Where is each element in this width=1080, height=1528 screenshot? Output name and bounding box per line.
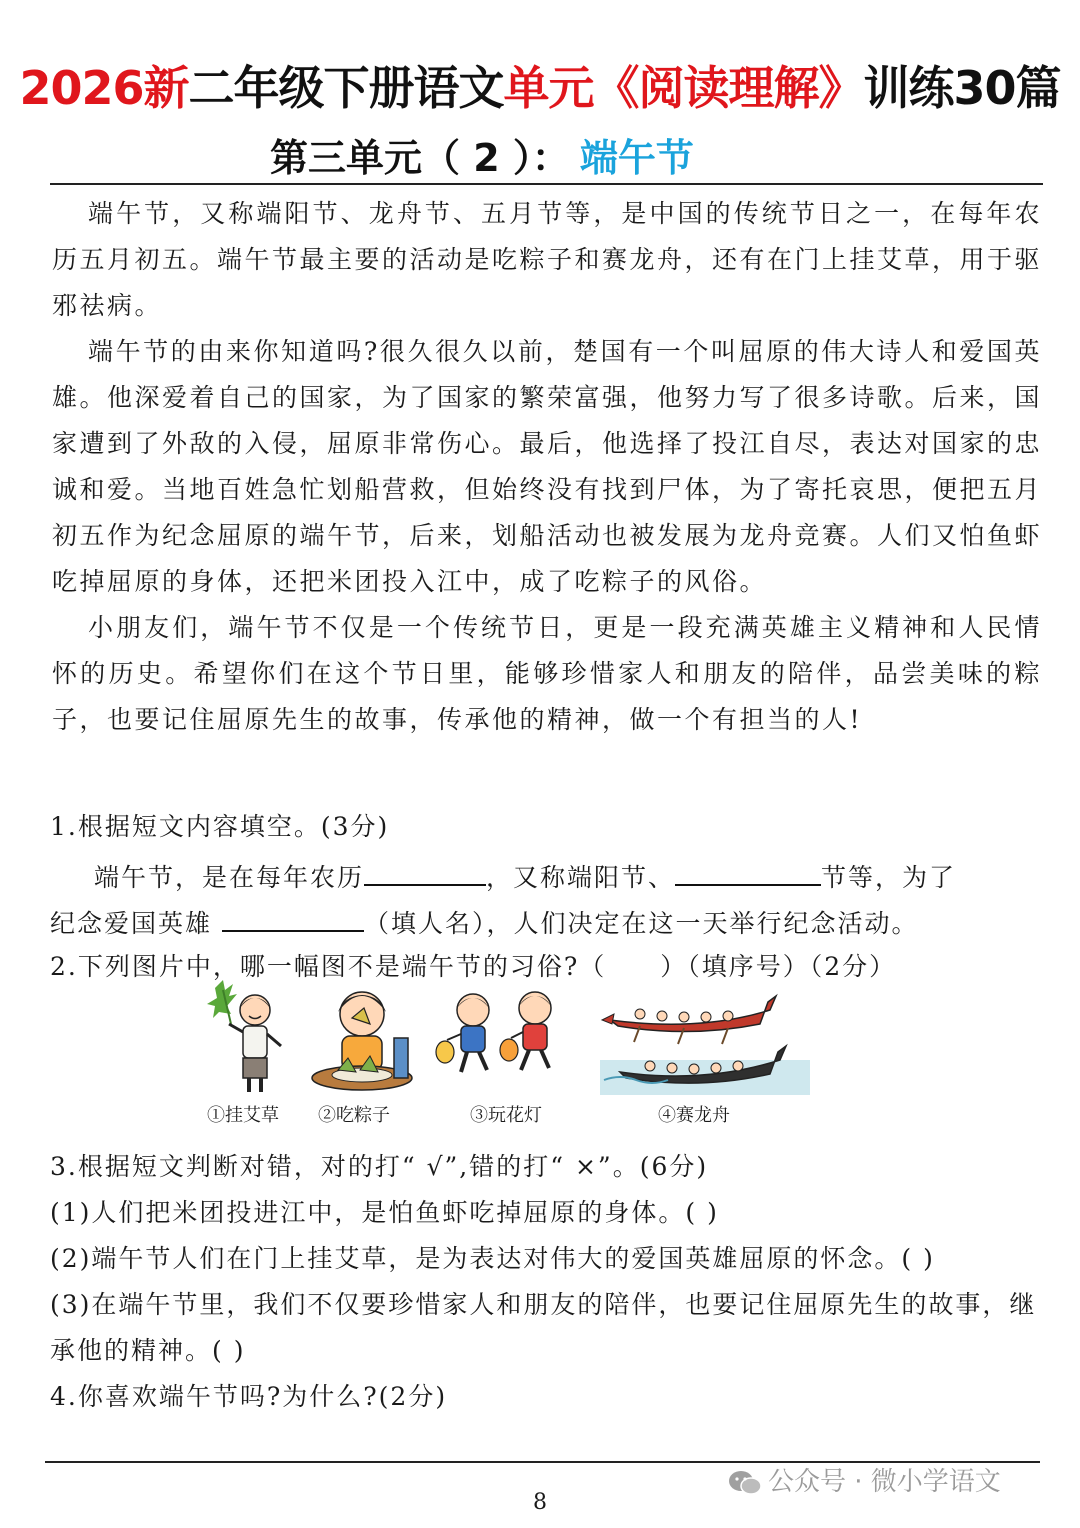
question-3-item-2: (2)端午节人们在门上挂艾草，是为表达对伟大的爱国英雄屈原的怀念。( ) [50, 1244, 935, 1273]
page-number: 8 [533, 1490, 547, 1515]
subtitle-prefix: 第三单元（ 2 ）： [270, 136, 570, 180]
fill-blank-hero-name[interactable] [222, 900, 364, 932]
fill-blank-date[interactable] [364, 854, 486, 886]
watermark-text: 公众号 · 微小学语文 [768, 1467, 1001, 1497]
caption-dragon-boat: ④赛龙舟 [658, 1105, 730, 1126]
passage-paragraph: 小朋友们，端午节不仅是一个传统节日，更是一段充满英雄主义精神和人民情怀的历史。希望你们在这个节日里，能够珍惜家人和朋友的陪伴，品尝美味的粽子，也要记住屈原先生的故事，传承他的精神，做一个有担当的人! [52, 613, 1042, 734]
reading-passage [52, 191, 1042, 743]
kids-with-lanterns-illustration [435, 980, 575, 1090]
subtitle-topic: 端午节 [579, 136, 694, 180]
dragon-boat-race-illustration [600, 980, 810, 1095]
girl-eating-zongzi-illustration [308, 980, 416, 1100]
title-year: 2026 [19, 61, 144, 115]
q1-text-a: 端午节，是在每年农历 [94, 863, 365, 892]
page-title [0, 58, 1080, 118]
passage-paragraph: 端午节，又称端阳节、龙舟节、五月节等，是中国的传统节日之一，在每年农历五月初五。端午节最主要的活动是吃粽子和赛龙舟，还有在门上挂艾草，用于驱邪祛病。 [52, 199, 1043, 320]
unit-subtitle [270, 130, 694, 186]
q1-text-d: 纪念爱国英雄 [50, 909, 213, 938]
question-4-title: 4.你喜欢端午节吗?为什么?(2分) [50, 1382, 448, 1411]
question-1-line-1 [50, 854, 1040, 901]
caption-lanterns: ③玩花灯 [470, 1105, 542, 1126]
question-1-line-2 [50, 900, 1040, 947]
question-3-item-3: (3)在端午节里，我们不仅要珍惜家人和朋友的陪伴，也要记住屈原先生的故事，继承他的精神。( ) [50, 1290, 1037, 1365]
title-grade: 二年级下册语文 [188, 61, 504, 115]
question-2-title: 2.下列图片中，哪一幅图不是端午节的习俗?（ ）（填序号）（2分） [50, 952, 897, 981]
question-3-item-1: (1)人们把米团投进江中，是怕鱼虾吃掉屈原的身体。( ) [50, 1198, 719, 1227]
header-divider [50, 183, 1043, 185]
girl-with-mugwort-illustration [205, 980, 300, 1100]
q1-text-c: 节等，为了 [821, 863, 957, 892]
q1-text-e: （填人名），人们决定在这一天举行纪念活动。 [363, 909, 919, 938]
title-count: 训练30篇 [863, 61, 1061, 115]
question-1-title: 1.根据短文内容填空。(3分) [50, 812, 390, 841]
question-3-title: 3.根据短文判断对错，对的打“ √”,错的打“ ×”。(6分) [50, 1152, 709, 1181]
fill-blank-festival-name[interactable] [675, 854, 821, 886]
title-unit: 单元《阅读理解》 [503, 61, 864, 115]
q1-text-b: ，又称端阳节、 [486, 863, 676, 892]
passage-paragraph: 端午节的由来你知道吗?很久很久以前，楚国有一个叫屈原的伟大诗人和爱国英雄。他深爱着自己的国家，为了国家的繁荣富强，他努力写了很多诗歌。后来，国家遭到了外敌的入侵，屈原非常伤心。最后，他选择了投江自尽，表达对国家的忠诚和爱。当地百姓急忙划船营救，但始终没有找到尸体，为了寄托哀思，便把五月初五作为纪念屈原的端午节，后来，划船活动也被发展为龙舟竞赛。人们又怕鱼虾吃掉屈原的身体，还把米团投入江中，成了吃粽子的风俗。 [52, 337, 1043, 596]
caption-mugwort: ①挂艾草 [207, 1105, 279, 1126]
caption-zongzi: ②吃粽子 [318, 1105, 390, 1126]
title-new: 新 [143, 61, 189, 115]
